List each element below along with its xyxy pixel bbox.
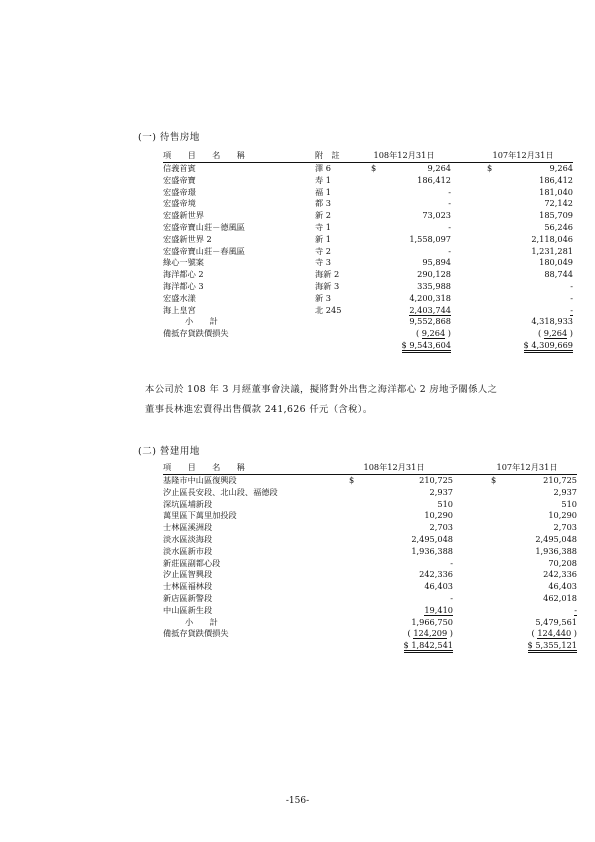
total-2019-value: $ 9,543,604 <box>402 340 451 353</box>
row-value-2018 <box>477 475 577 487</box>
spacer <box>451 187 473 199</box>
row-value-2018-value: 180,049 <box>539 257 573 268</box>
row-item-name: 淡水區新市段 <box>163 545 213 556</box>
total-2019 <box>357 340 451 352</box>
row-value-2018-value: 181,040 <box>539 186 573 197</box>
row-item-name: 士林區福林段 <box>163 581 213 592</box>
table-row <box>163 487 577 499</box>
header-2018: 107年12月31日 <box>473 150 573 163</box>
row-value-2019 <box>357 163 451 175</box>
row-value-2018-value: - <box>570 292 573 303</box>
subtotal-2019-value: 9,552,868 <box>409 316 451 327</box>
row-note: 寺 1 <box>315 221 331 232</box>
row-item-name: 新店區新警段 <box>163 592 213 603</box>
row-value-2018 <box>473 281 573 293</box>
row-item-name: 宏盛帝寶山莊－德風區 <box>163 221 245 232</box>
row-value-2019-value: 510 <box>437 498 453 509</box>
spacer <box>453 593 477 605</box>
row-value-2019 <box>357 269 451 281</box>
subtotal-row <box>163 316 573 328</box>
spacer <box>453 510 477 522</box>
row-value-2019 <box>335 499 453 511</box>
row-item-name: 宏盛帝璟 <box>163 186 196 197</box>
subtotal-2018-value: 5,479,561 <box>535 616 577 627</box>
row-item-name: 綠心一號案 <box>163 257 204 268</box>
total-2018 <box>473 340 573 352</box>
spacer <box>451 293 473 305</box>
row-value-2019-value: 210,725 <box>419 475 453 485</box>
spacer <box>315 328 357 340</box>
row-value-2018 <box>477 581 577 593</box>
row-value-2018 <box>473 163 573 175</box>
row-value-2019-value: - <box>448 221 451 232</box>
subtotal-2018-value: 4,318,933 <box>531 316 573 327</box>
row-value-2018-value: 2,495,048 <box>535 533 577 544</box>
spacer <box>451 234 473 246</box>
spacer <box>451 305 473 317</box>
header-2019: 108年12月31日 <box>357 150 451 163</box>
row-value-2018 <box>477 569 577 581</box>
row-value-2018 <box>477 499 577 511</box>
row-item-name: 海洋都心 2 <box>163 269 204 280</box>
subtotal-2019-value: 1,966,750 <box>411 616 453 627</box>
spacer <box>163 340 315 352</box>
header-note: 附 註 <box>315 150 357 163</box>
subtotal-label: 小 計 <box>185 316 218 327</box>
row-value-2019-value: 2,703 <box>429 522 453 533</box>
row-item-name: 宏盛水漾 <box>163 292 196 303</box>
row-value-2018 <box>473 269 573 281</box>
allowance-row <box>163 628 577 640</box>
header-item-name: 項 目 名 稱 <box>163 462 335 475</box>
table-header-row <box>163 462 577 475</box>
row-value-2018 <box>477 605 577 617</box>
row-value-2019 <box>335 510 453 522</box>
allowance-label: 備抵存貨跌價損失 <box>163 628 229 639</box>
row-note: 寺 2 <box>315 245 331 256</box>
table-row <box>163 605 577 617</box>
row-value-2018 <box>473 187 573 199</box>
allowance-2018-value: 9,264 <box>543 328 568 339</box>
spacer <box>451 316 473 328</box>
row-value-2018-value: 72,142 <box>544 198 573 209</box>
row-item-name: 萬里區下萬里加投段 <box>163 510 237 521</box>
row-value-2019-value: - <box>448 245 451 256</box>
subtotal-2018 <box>473 316 573 328</box>
row-item-name: 深坑區埔新段 <box>163 498 213 509</box>
row-value-2018 <box>477 546 577 558</box>
row-item-name: 淡水區淡海段 <box>163 533 213 544</box>
row-value-2018-value: 510 <box>561 498 577 509</box>
row-value-2019-value: 1,558,097 <box>409 233 451 244</box>
table-row <box>163 257 573 269</box>
currency-symbol: $ <box>487 163 493 173</box>
spacer <box>451 163 473 175</box>
subtotal-row <box>163 617 577 629</box>
spacer <box>453 475 477 487</box>
spacer <box>451 340 473 352</box>
table-row <box>163 175 573 187</box>
header-2018: 107年12月31日 <box>477 462 577 475</box>
currency-symbol: $ <box>349 475 355 485</box>
row-value-2018-value: 46,403 <box>548 581 577 592</box>
row-value-2018 <box>473 246 573 258</box>
spacer <box>453 628 477 640</box>
table-row <box>163 475 577 487</box>
row-value-2019 <box>357 257 451 269</box>
inventory-table <box>163 150 573 352</box>
table-row <box>163 558 577 570</box>
row-value-2018 <box>473 222 573 234</box>
row-item-name: 宏盛帝寶山莊－春風區 <box>163 245 245 256</box>
page-number: -156- <box>285 796 310 806</box>
spacer <box>451 198 473 210</box>
row-value-2019 <box>335 593 453 605</box>
allowance-2019-value: 124,209 <box>413 628 448 639</box>
spacer <box>451 222 473 234</box>
spacer <box>453 522 477 534</box>
total-2018-value: $ 4,309,669 <box>524 340 573 353</box>
row-item-name: 宏盛新世界 <box>163 210 204 221</box>
spacer <box>453 499 477 511</box>
total-row <box>163 340 573 352</box>
spacer <box>453 534 477 546</box>
row-value-2019 <box>357 187 451 199</box>
spacer <box>451 328 473 340</box>
row-item-name: 新莊區副都心段 <box>163 557 221 568</box>
row-value-2019 <box>335 534 453 546</box>
row-value-2018 <box>477 558 577 570</box>
table-header-row <box>163 150 573 163</box>
section1-title: (一) 待售房地 <box>138 132 200 143</box>
row-value-2018-value: 56,246 <box>544 221 573 232</box>
row-value-2019 <box>357 234 451 246</box>
row-value-2018 <box>477 534 577 546</box>
row-value-2018 <box>477 510 577 522</box>
row-item-name: 汐止區長安段、北山段、福德段 <box>163 486 278 497</box>
row-value-2018-value: 186,412 <box>539 174 573 185</box>
spacer <box>453 546 477 558</box>
row-item-name: 基隆市中山區復興段 <box>163 475 237 485</box>
row-note: 北 245 <box>315 304 342 315</box>
allowance-label: 備抵存貨跌價損失 <box>163 328 229 339</box>
row-item-name: 宏盛帝境 <box>163 198 196 209</box>
row-item-name: 信義首賓 <box>163 163 196 173</box>
row-value-2019 <box>357 175 451 187</box>
table-row <box>163 581 577 593</box>
row-value-2019-value: 2,403,744 <box>409 304 451 315</box>
currency-symbol: $ <box>371 163 377 173</box>
row-item-name: 中山區新生段 <box>163 604 213 615</box>
row-item-name: 士林區溪洲段 <box>163 522 213 533</box>
table-row <box>163 234 573 246</box>
table-row <box>163 293 573 305</box>
spacer <box>451 281 473 293</box>
spacer <box>453 617 477 629</box>
allowance-row <box>163 328 573 340</box>
table-row <box>163 198 573 210</box>
table-row <box>163 269 573 281</box>
row-value-2018-value: 70,208 <box>548 557 577 568</box>
row-value-2018-value: 242,336 <box>543 569 577 580</box>
note-paragraph: 本公司於 108 年 3 月經董事會決議，擬將對外出售之海洋都心 2 房地予關係人之董事長林進宏賣得出售價款 241,626 仟元（含稅）。 <box>145 384 498 415</box>
row-item-name: 海洋都心 3 <box>163 280 204 291</box>
spacer <box>163 640 335 652</box>
row-value-2019 <box>357 305 451 317</box>
row-value-2018-value: 462,018 <box>543 592 577 603</box>
spacer <box>453 558 477 570</box>
allowance-2018: ( 124,440 ) <box>531 628 577 639</box>
row-value-2018 <box>473 210 573 222</box>
row-value-2018 <box>473 305 573 317</box>
row-note: 寿 1 <box>315 174 331 185</box>
spacer <box>315 340 357 352</box>
spacer <box>451 269 473 281</box>
row-value-2019-value: 95,894 <box>422 257 451 268</box>
table-row <box>163 510 577 522</box>
row-value-2019-value: 73,023 <box>422 210 451 221</box>
row-note: 海新 3 <box>315 280 340 291</box>
row-value-2019-value: 19,410 <box>424 604 453 615</box>
spacer <box>451 175 473 187</box>
header-2019: 108年12月31日 <box>335 462 453 475</box>
row-value-2018 <box>473 234 573 246</box>
row-value-2019 <box>357 281 451 293</box>
currency-symbol: $ <box>491 475 497 485</box>
row-note: 新 3 <box>315 292 331 303</box>
row-value-2019-value: 290,128 <box>417 269 451 280</box>
total-row <box>163 640 577 652</box>
table-row <box>163 222 573 234</box>
row-value-2019-value: 4,200,318 <box>409 292 451 303</box>
subtotal-label: 小 計 <box>185 616 218 627</box>
row-value-2019 <box>335 581 453 593</box>
row-value-2019 <box>357 293 451 305</box>
spacer <box>453 569 477 581</box>
spacer <box>451 257 473 269</box>
spacer <box>453 487 477 499</box>
row-value-2018 <box>473 257 573 269</box>
row-value-2018-value: - <box>574 604 577 615</box>
row-note: 福 1 <box>315 186 331 197</box>
row-value-2018-value: - <box>570 304 573 315</box>
row-value-2019 <box>357 222 451 234</box>
row-value-2018-value: - <box>570 280 573 291</box>
row-value-2018 <box>477 593 577 605</box>
spacer <box>451 210 473 222</box>
table-row <box>163 281 573 293</box>
allowance-2019-value: 9,264 <box>421 328 446 339</box>
allowance-2018: ( 9,264 ) <box>537 328 573 339</box>
row-item-name: 宏盛帝寶 <box>163 174 196 185</box>
table-row <box>163 534 577 546</box>
row-value-2019 <box>357 210 451 222</box>
land-table <box>163 462 577 652</box>
total-2019-value: $ 1,842,541 <box>404 640 453 653</box>
row-value-2018-value: 10,290 <box>548 510 577 521</box>
allowance-2018-value: 124,440 <box>537 628 572 639</box>
row-value-2019 <box>357 246 451 258</box>
row-value-2019-value: 2,495,048 <box>411 533 453 544</box>
row-value-2019-value: 1,936,388 <box>411 545 453 556</box>
header-item-name: 項 目 名 稱 <box>163 150 315 163</box>
row-value-2018 <box>473 293 573 305</box>
row-note: 都 3 <box>315 198 331 209</box>
total-2019 <box>335 640 453 652</box>
row-value-2019-value: 46,403 <box>424 581 453 592</box>
spacer <box>453 605 477 617</box>
row-value-2018-value: 185,709 <box>539 210 573 221</box>
row-value-2018 <box>477 487 577 499</box>
row-value-2019-value: - <box>448 186 451 197</box>
spacer <box>451 246 473 258</box>
table-row <box>163 569 577 581</box>
total-2018 <box>477 640 577 652</box>
row-value-2018-value: 210,725 <box>543 475 577 485</box>
row-value-2019 <box>335 475 453 487</box>
subtotal-2018 <box>477 617 577 629</box>
table-row <box>163 305 573 317</box>
row-value-2018-value: 2,703 <box>553 522 577 533</box>
row-note: 寺 3 <box>315 257 331 268</box>
section2-title: (二) 營建用地 <box>138 446 200 457</box>
spacer <box>315 316 357 328</box>
row-value-2019-value: - <box>450 557 453 568</box>
row-value-2019-value: - <box>450 592 453 603</box>
row-value-2019-value: 242,336 <box>419 569 453 580</box>
row-value-2019 <box>335 487 453 499</box>
row-value-2019-value: 335,988 <box>417 280 451 291</box>
row-value-2019-value: 9,264 <box>427 163 451 173</box>
row-value-2018 <box>477 522 577 534</box>
row-value-2019-value: 10,290 <box>424 510 453 521</box>
row-value-2019 <box>335 569 453 581</box>
table-row <box>163 163 573 175</box>
row-value-2019-value: 2,937 <box>429 486 453 497</box>
allowance-2019: ( 124,209 ) <box>407 628 453 639</box>
row-item-name: 海上皇宮 <box>163 304 196 315</box>
spacer <box>453 581 477 593</box>
row-value-2019 <box>357 198 451 210</box>
table-row <box>163 593 577 605</box>
row-note: 海新 2 <box>315 269 340 280</box>
row-value-2018 <box>473 198 573 210</box>
row-value-2019 <box>335 605 453 617</box>
subtotal-2019 <box>357 316 451 328</box>
table-row <box>163 210 573 222</box>
row-value-2018-value: 1,936,388 <box>535 545 577 556</box>
row-value-2019 <box>335 558 453 570</box>
row-value-2018-value: 2,118,046 <box>531 233 573 244</box>
row-value-2019 <box>335 546 453 558</box>
row-value-2018-value: 9,264 <box>549 163 573 173</box>
row-value-2019-value: - <box>448 198 451 209</box>
row-value-2019-value: 186,412 <box>417 174 451 185</box>
table-row <box>163 187 573 199</box>
spacer <box>453 640 477 652</box>
allowance-2019: ( 9,264 ) <box>415 328 451 339</box>
row-value-2018-value: 88,744 <box>544 269 573 280</box>
row-note: 新 1 <box>315 233 331 244</box>
row-item-name: 汐止區智興段 <box>163 569 213 580</box>
row-note: 澤 6 <box>315 163 331 173</box>
total-2018-value: $ 5,355,121 <box>528 640 577 653</box>
row-item-name: 宏盛新世界 2 <box>163 233 212 244</box>
row-value-2018-value: 2,937 <box>553 486 577 497</box>
table-row <box>163 546 577 558</box>
subtotal-2019 <box>335 617 453 629</box>
table-row <box>163 246 573 258</box>
row-value-2019 <box>335 522 453 534</box>
row-note: 新 2 <box>315 210 331 221</box>
table-row <box>163 499 577 511</box>
table-row <box>163 522 577 534</box>
row-value-2018 <box>473 175 573 187</box>
row-value-2018-value: 1,231,281 <box>531 245 573 256</box>
